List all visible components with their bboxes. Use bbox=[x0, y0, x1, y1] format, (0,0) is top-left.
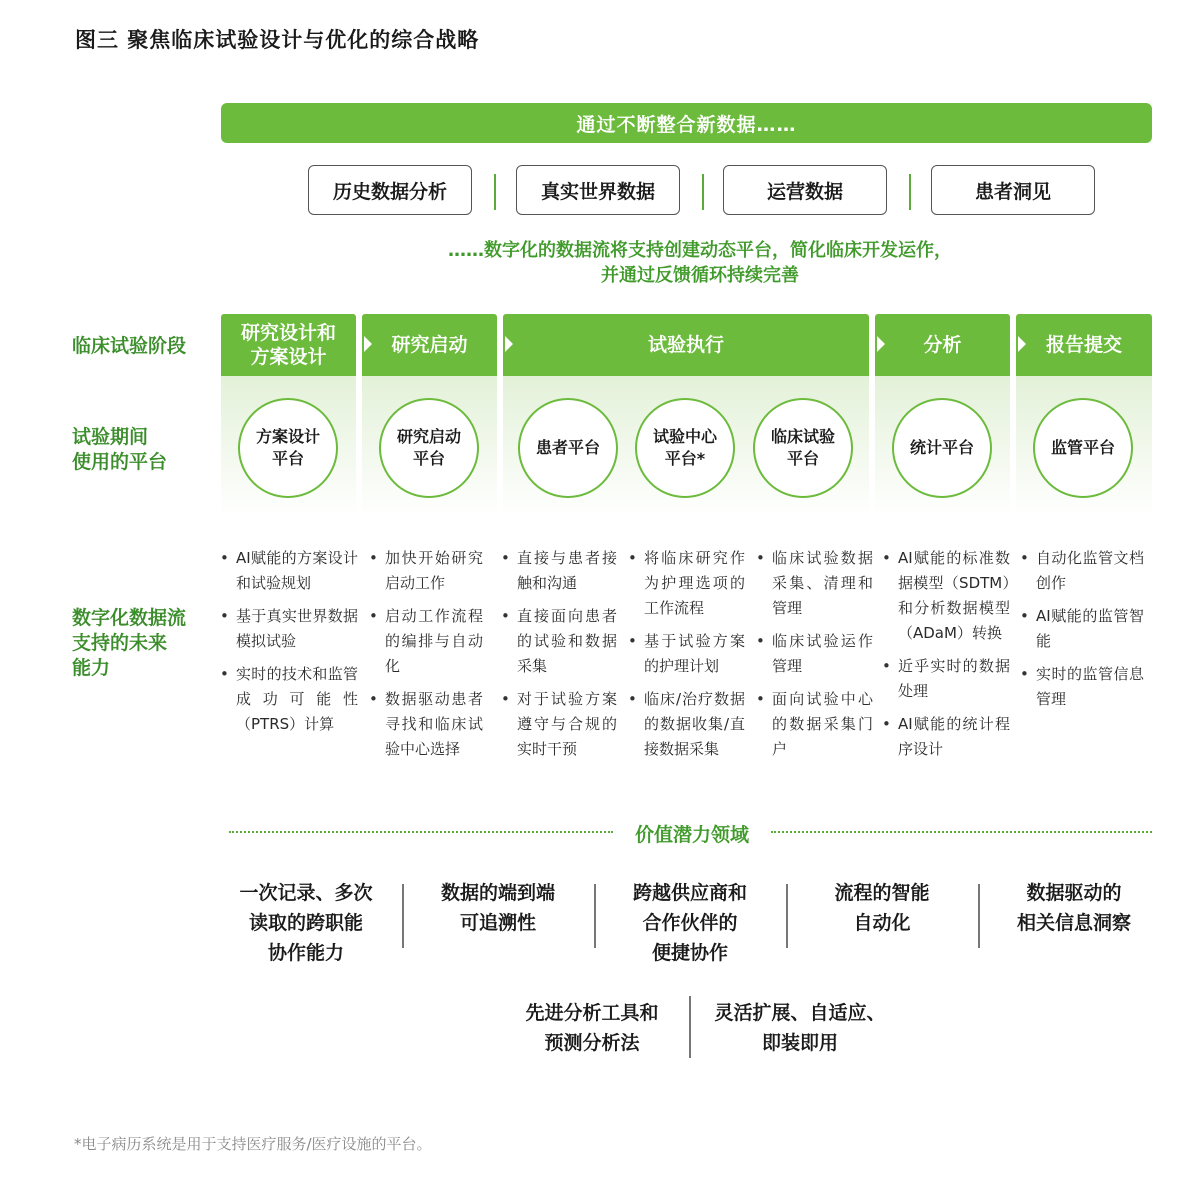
phase-trial-execution bbox=[503, 314, 869, 376]
value-line: 相关信息洞察 bbox=[1016, 912, 1131, 934]
platform-label: 平台 bbox=[786, 449, 819, 468]
source-historical-data: 历史数据分析 bbox=[308, 165, 472, 215]
capability-item: • 自动化监管文档创作 bbox=[1020, 546, 1144, 596]
capability-item: • 直接面向患者的试验和数据采集 bbox=[501, 604, 617, 679]
value-line: 便捷协作 bbox=[651, 942, 728, 964]
value-line: 即装即用 bbox=[761, 1032, 838, 1054]
value-line: 数据驱动的 bbox=[1026, 882, 1122, 904]
capability-item: • 面向试验中心的数据采集门户 bbox=[756, 687, 873, 762]
platform-label: 监管平台 bbox=[1050, 438, 1115, 457]
phase-label: 方案设计 bbox=[250, 346, 327, 368]
row-label-capabilities bbox=[72, 606, 186, 681]
capability-list bbox=[756, 546, 873, 770]
value-line: 流程的智能 bbox=[834, 882, 930, 904]
chevron-right-icon bbox=[877, 336, 885, 352]
row-label-phases: 临床试验阶段 bbox=[72, 335, 187, 357]
source-operational-data: 运营数据 bbox=[723, 165, 887, 215]
capability-item: • AI赋能的方案设计和试验规划 bbox=[220, 546, 358, 596]
phase-label: 研究启动 bbox=[391, 334, 468, 356]
divider bbox=[702, 174, 704, 210]
platform-label: 统计平台 bbox=[909, 438, 974, 457]
label-line: 试验期间 bbox=[72, 426, 149, 448]
capability-item: • 基于真实世界数据模拟试验 bbox=[220, 604, 358, 654]
phase-analysis bbox=[875, 314, 1010, 376]
platform-label: 试验中心 bbox=[652, 427, 717, 446]
value-line: 先进分析工具和 bbox=[525, 1002, 659, 1024]
capability-item: • 临床/治疗数据的数据收集/直接数据采集 bbox=[628, 687, 745, 762]
capability-list bbox=[220, 546, 358, 745]
platform-label: 临床试验 bbox=[770, 427, 835, 446]
value-line: 跨越供应商和 bbox=[632, 882, 747, 904]
chevron-right-icon bbox=[505, 336, 513, 352]
value-line: 自动化 bbox=[853, 912, 911, 934]
value-area bbox=[980, 878, 1168, 938]
value-section-title: 价值潜力领域 bbox=[634, 824, 749, 846]
capability-item: • 近乎实时的数据处理 bbox=[882, 654, 1010, 704]
value-area bbox=[404, 878, 592, 938]
capability-list bbox=[628, 546, 745, 770]
capability-item: • 将临床研究作为护理选项的工作流程 bbox=[628, 546, 745, 621]
value-line: 读取的跨职能 bbox=[248, 912, 363, 934]
platform-label: 方案设计 bbox=[255, 427, 320, 446]
capability-item: • AI赋能的统计程序设计 bbox=[882, 712, 1010, 762]
value-line: 预测分析法 bbox=[544, 1032, 640, 1054]
phase-study-startup bbox=[362, 314, 497, 376]
value-line: 合作伙伴的 bbox=[642, 912, 738, 934]
footnote: *电子病历系统是用于支持医疗服务/医疗设施的平台。 bbox=[74, 1135, 432, 1153]
source-patient-insights: 患者洞见 bbox=[931, 165, 1095, 215]
platform-clinical-trial bbox=[753, 398, 853, 498]
capability-item: • 对于试验方案遵守与合规的实时干预 bbox=[501, 687, 617, 762]
phase-label: 报告提交 bbox=[1045, 334, 1122, 356]
capability-item: • 启动工作流程的编排与自动化 bbox=[369, 604, 483, 679]
phase-label: 试验执行 bbox=[647, 334, 724, 356]
flow-line: 并通过反馈循环持续完善 bbox=[601, 265, 799, 286]
integration-banner: 通过不断整合新数据…… bbox=[221, 103, 1152, 143]
dotted-divider bbox=[771, 831, 1152, 833]
dotted-divider bbox=[229, 831, 613, 833]
value-line: 可追溯性 bbox=[459, 912, 536, 934]
row-label-platforms bbox=[72, 425, 167, 475]
platform-label: 患者平台 bbox=[535, 438, 600, 457]
capability-item: • 临床试验数据采集、清理和管理 bbox=[756, 546, 873, 621]
value-line: 数据的端到端 bbox=[440, 882, 555, 904]
label-line: 使用的平台 bbox=[72, 451, 168, 473]
flow-line: ……数字化的数据流将支持创建动态平台，简化临床开发运作， bbox=[448, 240, 952, 261]
value-area bbox=[596, 878, 784, 968]
divider bbox=[494, 174, 496, 210]
capability-list bbox=[882, 546, 1010, 770]
capability-item: • 数据驱动患者寻找和临床试验中心选择 bbox=[369, 687, 483, 762]
platform-patient bbox=[518, 398, 618, 498]
capability-item: • 加快开始研究启动工作 bbox=[369, 546, 483, 596]
capability-item: • 临床试验运作管理 bbox=[756, 629, 873, 679]
platform-label: 平台 bbox=[412, 449, 445, 468]
capability-item: • 直接与患者接触和沟通 bbox=[501, 546, 617, 596]
phase-label: 分析 bbox=[923, 334, 962, 356]
page-title: 图三 聚焦临床试验设计与优化的综合战略 bbox=[75, 28, 480, 52]
value-area bbox=[212, 878, 400, 968]
platform-label: 平台 bbox=[271, 449, 304, 468]
phase-label: 研究设计和 bbox=[240, 322, 336, 344]
platform-trial-site bbox=[635, 398, 735, 498]
chevron-right-icon bbox=[1018, 336, 1026, 352]
capability-list bbox=[501, 546, 617, 770]
value-area bbox=[693, 998, 907, 1058]
phase-study-design bbox=[221, 314, 356, 376]
phase-report-submission bbox=[1016, 314, 1152, 376]
label-line: 支持的未来 bbox=[72, 632, 168, 654]
platform-study-startup bbox=[379, 398, 479, 498]
label-line: 能力 bbox=[72, 657, 111, 679]
capability-item: • AI赋能的监管智能 bbox=[1020, 604, 1144, 654]
source-real-world-data: 真实世界数据 bbox=[516, 165, 680, 215]
divider bbox=[689, 996, 691, 1058]
value-line: 协作能力 bbox=[267, 942, 344, 964]
capability-list bbox=[1020, 546, 1144, 720]
platform-protocol-design bbox=[238, 398, 338, 498]
value-area bbox=[496, 998, 688, 1058]
label-line: 数字化数据流 bbox=[72, 607, 187, 629]
platform-regulatory bbox=[1033, 398, 1133, 498]
flow-description bbox=[300, 238, 1100, 288]
capability-item: • 基于试验方案的护理计划 bbox=[628, 629, 745, 679]
platform-label: 研究启动 bbox=[396, 427, 461, 446]
chevron-right-icon bbox=[364, 336, 372, 352]
divider bbox=[909, 174, 911, 210]
capability-item: • AI赋能的标准数据模型（SDTM）和分析数据模型（ADaM）转换 bbox=[882, 546, 1010, 646]
value-line: 灵活扩展、自适应、 bbox=[714, 1002, 886, 1024]
capability-item: • 实时的技术和监管成功可能性（PTRS）计算 bbox=[220, 662, 358, 737]
platform-label: 平台* bbox=[664, 449, 706, 468]
value-area bbox=[788, 878, 976, 938]
platform-statistics bbox=[892, 398, 992, 498]
capability-item: • 实时的监管信息管理 bbox=[1020, 662, 1144, 712]
capability-list bbox=[369, 546, 483, 770]
value-line: 一次记录、多次 bbox=[239, 882, 373, 904]
